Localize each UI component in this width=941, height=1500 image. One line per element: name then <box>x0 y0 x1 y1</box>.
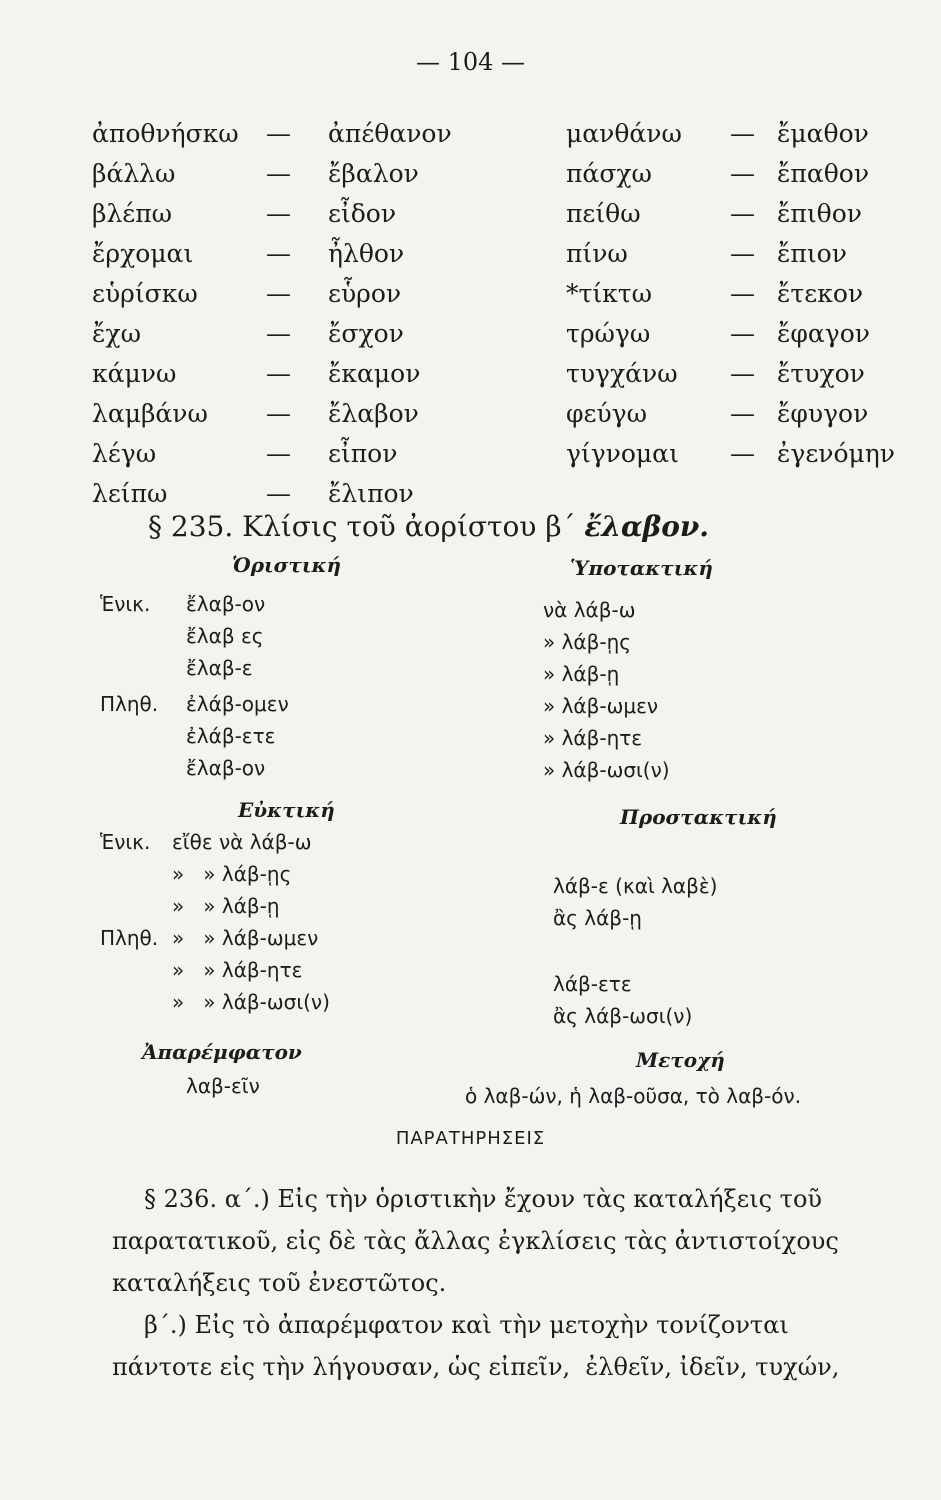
verb-present: φεύγω <box>566 399 647 428</box>
form: ἔλαβ-ε <box>186 656 253 680</box>
form: » » λάβ-ῃ <box>172 894 280 918</box>
verb-present: λέγω <box>92 439 157 468</box>
form: ἔλαβ-ον <box>186 756 266 780</box>
dash: — <box>730 159 755 188</box>
dash: — <box>730 359 755 388</box>
participle-form: ὁ λαβ-ών, ἡ λαβ-οῦσα, τὸ λαβ-όν. <box>465 1084 802 1108</box>
verb-present: λείπω <box>92 479 168 508</box>
verbs-right-present <box>566 114 682 474</box>
verb-aorist: ἐγενόμην <box>777 439 895 468</box>
verb-aorist: ἔμαθον <box>777 119 869 148</box>
paragraph-236a <box>112 1178 892 1304</box>
form: » » λάβ-ητε <box>172 958 303 982</box>
verb-aorist: ἔπιον <box>777 239 847 268</box>
dash: — <box>730 239 755 268</box>
form: » λάβ-ητε <box>543 726 643 750</box>
form: ἔλαβ-ον <box>186 592 266 616</box>
dash: — <box>266 479 291 508</box>
form: ἐλάβ-ετε <box>186 724 276 748</box>
form: » » λάβ-ῃς <box>172 862 292 886</box>
imperative-forms-a <box>553 870 717 934</box>
optative-plural-label: Πληθ. <box>100 926 159 950</box>
dash: — <box>266 439 291 468</box>
dash: — <box>730 119 755 148</box>
verb-present: τρώγω <box>566 319 651 348</box>
text-line: καταλήξεις τοῦ ἐνεστῶτος. <box>112 1269 447 1297</box>
dash: — <box>266 239 291 268</box>
verb-present: ἔρχομαι <box>92 239 194 268</box>
form: λάβ-ε (καὶ λαβὲ) <box>553 874 718 898</box>
dash: — <box>266 319 291 348</box>
verbs-left-present <box>92 114 239 514</box>
verb-present: εὑρίσκω <box>92 279 198 308</box>
verb-present: *τίκτω <box>566 279 652 308</box>
verb-present: βλέπω <box>92 199 173 228</box>
dash: — <box>730 399 755 428</box>
form: ἐλάβ-ομεν <box>186 692 289 716</box>
verbs-left-aorist <box>328 114 452 514</box>
verb-present: κάμνω <box>92 359 177 388</box>
optative-title: Εὐκτική <box>238 798 335 822</box>
form: ἂς λάβ-ῃ <box>553 906 642 930</box>
dash: — <box>730 199 755 228</box>
verb-aorist: ἔφαγον <box>777 319 870 348</box>
verbs-right-dash <box>730 114 755 474</box>
verb-aorist: εὗρον <box>328 279 402 308</box>
dash: — <box>266 199 291 228</box>
dash: — <box>730 439 755 468</box>
verb-present: μανθάνω <box>566 119 682 148</box>
imperative-title: Προστακτική <box>620 805 777 829</box>
infinitive-form: λαβ-εῖν <box>186 1074 260 1098</box>
text-line: παρατατικοῦ, εἰς δὲ τὰς ἄλλας ἐγκλίσεις τὰς ἀντιστοίχους <box>112 1227 839 1255</box>
indicative-singular-forms <box>186 588 265 684</box>
verb-aorist: ἀπέθανον <box>328 119 452 148</box>
verb-present: τυγχάνω <box>566 359 678 388</box>
indicative-plural-forms <box>186 688 289 784</box>
form: ἔλαβ ες <box>186 624 264 648</box>
verb-present: λαμβάνω <box>92 399 208 428</box>
text-line: β΄.) Εἰς τὸ ἀπαρέμφατον καὶ τὴν μετοχὴν τονίζονται <box>144 1311 789 1339</box>
dash: — <box>266 119 291 148</box>
subjunctive-forms <box>543 594 670 786</box>
form: » λάβ-ῃ <box>543 662 620 686</box>
verb-aorist: ἔτεκον <box>777 279 864 308</box>
form: ἂς λάβ-ωσι(ν) <box>553 1004 693 1028</box>
verbs-left-dash <box>266 114 291 514</box>
verb-aorist: ἔπιθον <box>777 199 862 228</box>
verb-aorist: ἔκαμον <box>328 359 421 388</box>
verb-present: ἔχω <box>92 319 141 348</box>
verb-aorist: εἶπον <box>328 439 398 468</box>
section-235-heading <box>148 510 709 543</box>
dash: — <box>266 359 291 388</box>
verb-aorist: ἔτυχον <box>777 359 865 388</box>
verb-aorist: ἔπαθον <box>777 159 870 188</box>
dash: — <box>266 279 291 308</box>
verb-present: πίνω <box>566 239 628 268</box>
verb-aorist: ἦλθον <box>328 239 405 268</box>
subjunctive-title: Ὑποτακτική <box>570 556 713 580</box>
form: νὰ λάβ-ω <box>543 598 636 622</box>
dash: — <box>266 159 291 188</box>
verb-aorist: εἶδον <box>328 199 397 228</box>
form: » λάβ-ῃς <box>543 630 632 654</box>
optative-singular-label: Ἑνικ. <box>100 830 151 854</box>
verb-aorist: ἔβαλον <box>328 159 419 188</box>
form: » λάβ-ωμεν <box>543 694 659 718</box>
verbs-right-aorist <box>777 114 895 474</box>
indicative-plural-label: Πληθ. <box>100 692 159 716</box>
verb-aorist: ἔσχον <box>328 319 404 348</box>
text-line: πάντοτε εἰς τὴν λήγουσαν, ὡς εἰπεῖν, ἐλθεῖν, ἰδεῖν, τυχών, <box>112 1353 840 1381</box>
participle-title: Μετοχή <box>636 1048 725 1072</box>
section-235-text: § 235. Κλίσις τοῦ ἀορίστου β΄ <box>148 510 585 543</box>
indicative-singular-label: Ἑνικ. <box>100 592 151 616</box>
form: » » λάβ-ωσι(ν) <box>172 990 330 1014</box>
remarks-heading: ΠΑΡΑΤΗΡΗΣΕΙΣ <box>395 1128 546 1149</box>
dash: — <box>266 399 291 428</box>
verb-aorist: ἔφυγον <box>777 399 869 428</box>
form: » » λάβ-ωμεν <box>172 926 319 950</box>
indicative-title: Ὁριστική <box>232 553 342 577</box>
optative-forms <box>172 826 330 1018</box>
infinitive-title: Ἀπαρέμφατον <box>142 1040 302 1064</box>
verb-present: γίγνομαι <box>566 439 679 468</box>
paragraph-236b <box>112 1304 892 1388</box>
page-number: — 104 — <box>415 48 526 76</box>
verb-present: βάλλω <box>92 159 176 188</box>
dash: — <box>730 279 755 308</box>
text-line: § 236. α΄.) Εἰς τὴν ὁριστικὴν ἔχουν τὰς καταλήξεις τοῦ <box>144 1185 822 1213</box>
dash: — <box>730 319 755 348</box>
section-235-word: ἔλαβον. <box>584 510 710 543</box>
form: » λάβ-ωσι(ν) <box>543 758 670 782</box>
verb-present: πείθω <box>566 199 641 228</box>
verb-present: ἀποθνήσκω <box>92 119 239 148</box>
form: εἴθε νὰ λάβ-ω <box>172 830 312 854</box>
form: λάβ-ετε <box>553 972 632 996</box>
verb-present: πάσχω <box>566 159 652 188</box>
verb-aorist: ἔλιπον <box>328 479 414 508</box>
imperative-forms-b <box>553 968 692 1032</box>
verb-aorist: ἔλαβον <box>328 399 419 428</box>
